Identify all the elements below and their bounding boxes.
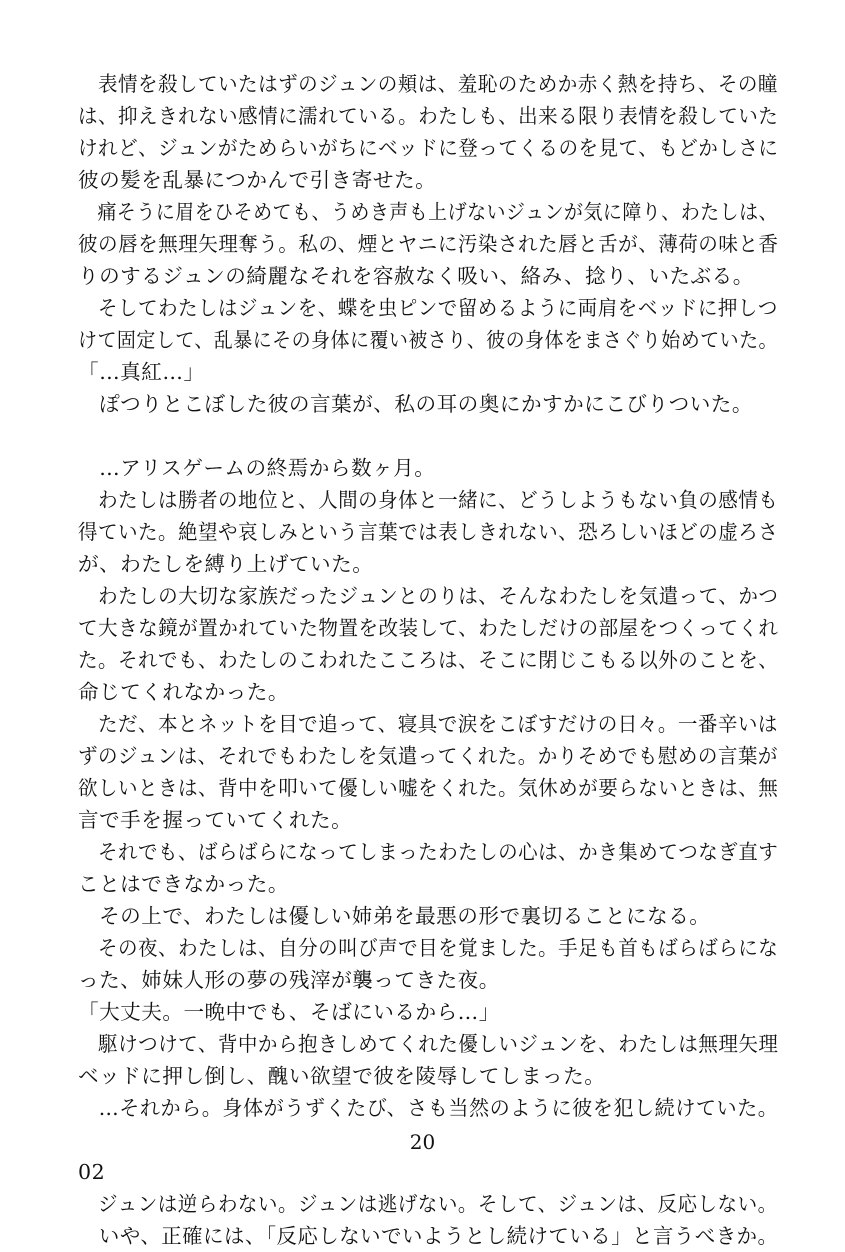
text-line: …アリスゲームの終焉から数ヶ月。: [78, 456, 436, 480]
text-line: 命じてくれなかった。: [78, 680, 289, 704]
text-line: 言で手を握っていてくれた。: [78, 808, 353, 832]
text-line: ベッドに押し倒し、醜い欲望で彼を陵辱してしまった。: [78, 1064, 606, 1088]
text-line: わたしは勝者の地位と、人間の身体と一緒に、どうしようもない負の感情も: [78, 488, 779, 512]
text-line: 痛そうに眉をひそめても、うめき声も上げないジュンが気に障り、わたしは、: [78, 200, 778, 224]
text-line: は、抑えきれない感情に濡れている。わたしも、出来る限り表情を殺していた: [78, 104, 779, 128]
text-line: 彼の唇を無理矢理奪う。私の、煙とヤニに汚染された唇と舌が、薄荷の味と香: [78, 232, 779, 256]
text-line: わたしの大切な家族だったジュンとのりは、そんなわたしを気遣って、かつ: [78, 584, 779, 608]
text-line: ただ、本とネットを目で追って、寝具で涙をこぼすだけの日々。一番辛いは: [78, 712, 778, 736]
text-line: 「…真紅…」: [78, 360, 205, 384]
text-line: …それから。身体がうずくたび、さも当然のように彼を犯し続けていた。: [78, 1096, 779, 1120]
text-line: て大きな鏡が置かれていた物置を改装して、わたしだけの部屋をつくってくれ: [78, 616, 779, 640]
text-line: ことはできなかった。: [78, 872, 289, 896]
text-line: その上で、わたしは優しい姉弟を最悪の形で裏切ることになる。: [78, 904, 711, 928]
blank-line: [78, 420, 778, 452]
text-line: ぽつりとこぼした彼の言葉が、私の耳の奥にかすかにこびりついた。: [78, 392, 753, 416]
text-line: それでも、ばらばらになってしまったわたしの心は、かき集めてつなぎ直す: [78, 840, 779, 864]
text-line: ずのジュンは、それでもわたしを気遣ってくれた。かりそめでも慰めの言葉が: [78, 744, 778, 768]
text-line: いや、正確には、「反応しないでいようとし続けている」と言うべきか。: [78, 1224, 779, 1248]
text-line: けて固定して、乱暴にその身体に覆い被さり、彼の身体をまさぐり始めていた。: [78, 328, 778, 352]
text-line: 駆けつけて、背中から抱きしめてくれた優しいジュンを、わたしは無理矢理: [78, 1032, 779, 1056]
text-line: りのするジュンの綺麗なそれを容赦なく吸い、絡み、捻り、いたぶる。: [78, 264, 754, 288]
text-line: った、姉妹人形の夢の残滓が襲ってきた夜。: [78, 968, 500, 992]
page-number: 20: [409, 1130, 436, 1154]
text-line: 「大丈夫。一晩中でも、そばにいるから…」: [78, 1000, 500, 1024]
text-line: 彼の髪を乱暴につかんで引き寄せた。: [78, 168, 437, 192]
text-line: ジュンは逆らわない。ジュンは逃げない。そして、ジュンは、反応しない。: [78, 1192, 778, 1216]
text-line: その夜、わたしは、自分の叫び声で目を覚ました。手足も首もばらばらにな: [78, 936, 779, 960]
text-line: 欲しいときは、背中を叩いて優しい嘘をくれた。気休めが要らないときは、無: [78, 776, 779, 800]
text-line: けれど、ジュンがためらいがちにベッドに登ってくるのを見て、もどかしさに: [78, 136, 779, 160]
text-line: 表情を殺していたはずのジュンの頬は、羞恥のためか赤く熱を持ち、その瞳: [78, 72, 778, 96]
text-line: が、わたしを縛り上げていた。: [78, 552, 374, 576]
text-line: 得ていた。絶望や哀しみという言葉では表しきれない、恐ろしいほどの虚ろさ: [78, 520, 779, 544]
body-text: [78, 68, 778, 1252]
section-heading: 02: [78, 1160, 106, 1184]
text-line: そしてわたしはジュンを、蝶を虫ピンで留めるように両肩をベッドに押しつ: [78, 296, 778, 320]
text-line: た。それでも、わたしのこわれたこころは、そこに閉じこもる以外のことを、: [78, 648, 779, 672]
